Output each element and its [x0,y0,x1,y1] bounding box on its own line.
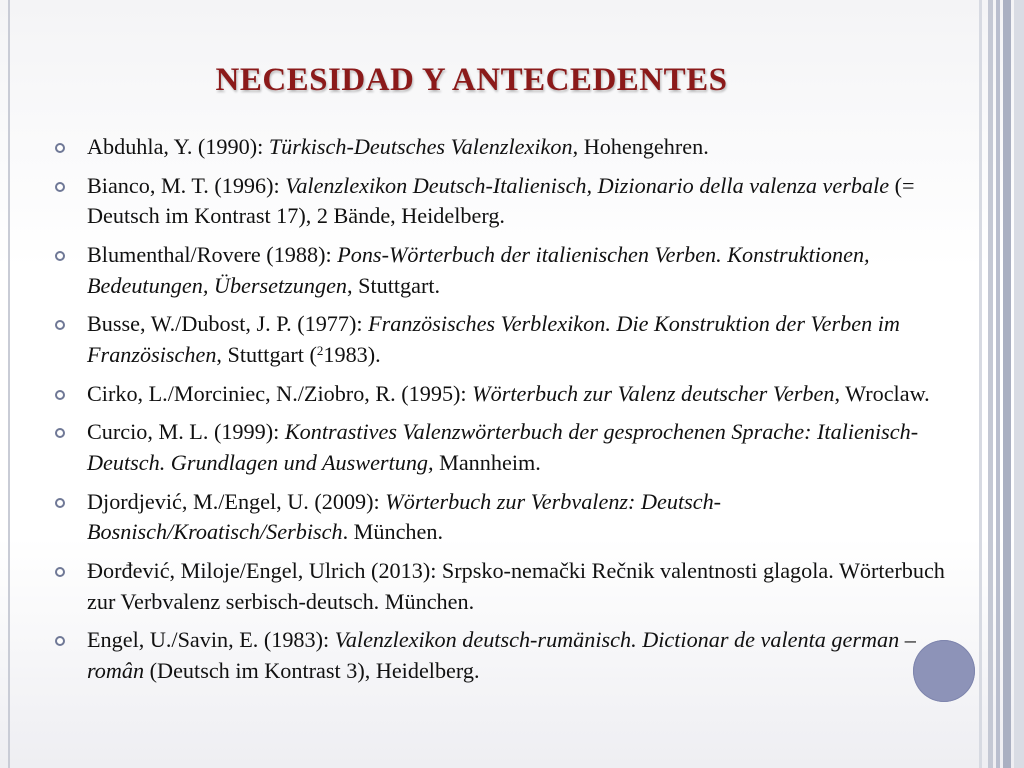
ref-text: Curcio, M. L. (1999): [87,419,285,445]
ref-text: , Stuttgart. [347,272,441,298]
slide-frame-stripe [1003,0,1011,768]
slide-frame-stripe [1014,0,1024,768]
list-item [52,132,972,163]
ref-text: Engel, U./Savin, E. (1983): [87,627,335,653]
ref-title: Wörterbuch zur Verbvalenz: Deutsch-Bosnisch/Kroatisch/Serbisch [87,488,722,545]
bullet-icon [55,143,65,153]
ref-title: Kontrastives Valenzwörterbuch der gesprochenen Sprache: Italienisch-Deutsch. Grundlagen und Auswertung, [87,419,919,475]
list-item [52,556,972,617]
decorative-circle [913,640,975,702]
ref-text: . München. [342,519,444,545]
slide-title: NECESIDAD Y ANTECEDENTES [215,62,728,98]
list-item [52,309,972,370]
ref-text: Blumenthal/Rovere (1988): [87,242,338,268]
slide-frame-stripe [996,0,1000,768]
bullet-icon [55,182,65,192]
bullet-icon [55,428,65,438]
bullet-icon [55,251,65,261]
edition-superscript: 2 [316,342,324,358]
ref-title: Pons-Wörterbuch der italienischen Verben. Konstruktionen, Bedeutungen, Übersetzungen [87,242,870,298]
ref-text: , Stuttgart ( [216,341,317,367]
bullet-icon [55,636,65,646]
ref-title: Französisches Verblexikon. Die Konstruktion der Verben im Französischen [87,311,900,367]
ref-title: Türkisch-Deutsches Valenzlexikon [268,134,573,159]
ref-text: Cirko, L./Morciniec, N./Ziobro, R. (1995): [87,380,473,406]
slide-frame-stripe [988,0,993,768]
list-item [52,379,972,410]
ref-title: Wörterbuch zur Valenz deutscher Verben [472,380,835,406]
ref-text: , Hohengehren. [572,134,709,159]
list-item [52,487,972,548]
ref-text: Abduhla, Y. (1990): [87,134,269,159]
ref-text: (Deutsch im Kontrast 3), Heidelberg. [144,657,480,683]
bullet-icon [55,320,65,330]
list-item [52,240,972,301]
ref-text: Mannheim. [433,449,541,475]
slide-frame-stripe [979,0,982,768]
bullet-icon [55,498,65,508]
slide-frame-left [8,0,10,768]
bullet-icon [55,390,65,400]
list-item [52,625,972,686]
list-item [52,417,972,478]
ref-text: Đorđević, Miloje/Engel, Ulrich (2013): Srpsko-nemački Rečnik valentnosti glagola. Wörterbuch zur Verbvalenz serbisch-deutsch. München. [87,558,945,614]
ref-text: Busse, W./Dubost, J. P. (1977): [87,311,369,337]
reference-list [52,132,972,695]
bullet-icon [55,567,65,577]
ref-title: Valenzlexikon Deutsch-Italienisch, Dizionario della valenza verbale [285,172,890,198]
list-item [52,171,972,232]
ref-title: Valenzlexikon deutsch-rumänisch. Dictionar de valenta german – român [87,627,916,683]
ref-text: 1983). [323,341,381,367]
ref-text: Bianco, M. T. (1996): [87,172,286,198]
ref-text: , Wroclaw. [834,380,930,406]
ref-text: (= Deutsch im Kontrast 17), 2 Bände, Heidelberg. [87,172,915,229]
ref-text: Djordjević, M./Engel, U. (2009): [87,488,386,514]
